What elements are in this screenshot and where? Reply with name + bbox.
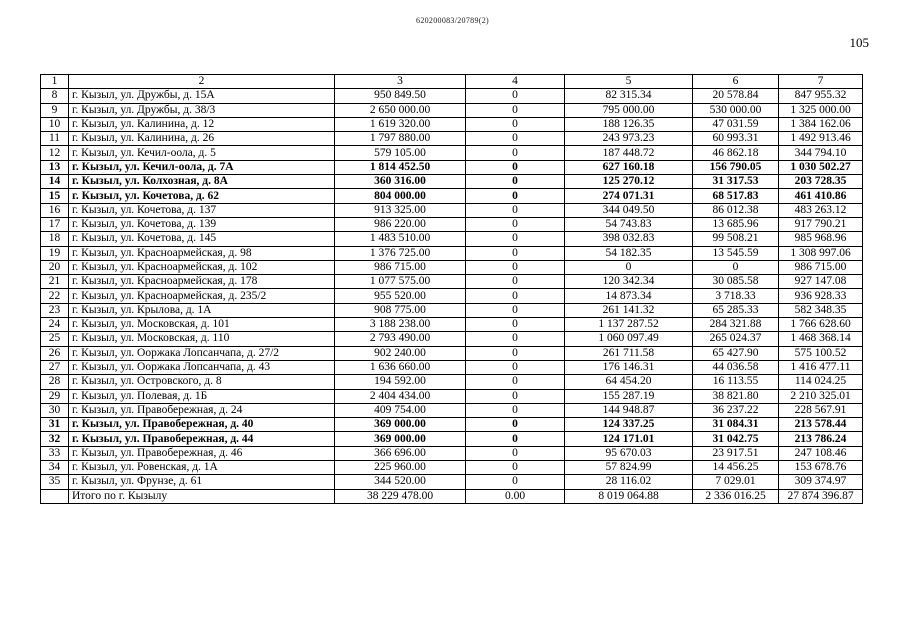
total-row xyxy=(41,489,863,503)
address-cell: г. Кызыл, ул. Московская, д. 101 xyxy=(69,318,335,332)
address-cell: г. Кызыл, ул. Крылова, д. 1А xyxy=(69,303,335,317)
address-cell: г. Кызыл, ул. Кечил-оола, д. 5 xyxy=(69,146,335,160)
address-cell: г. Кызыл, ул. Красноармейская, д. 235/2 xyxy=(69,289,335,303)
table-row xyxy=(41,189,863,203)
value-cell: 1 416 477.11 xyxy=(779,360,863,374)
row-number-cell: 22 xyxy=(41,289,69,303)
value-cell: 1 492 913.46 xyxy=(779,132,863,146)
value-cell: 530 000.00 xyxy=(693,103,779,117)
table-row xyxy=(41,217,863,231)
value-cell: 38 821.80 xyxy=(693,389,779,403)
value-cell: 1 468 368.14 xyxy=(779,332,863,346)
table-row xyxy=(41,446,863,460)
value-cell: 0 xyxy=(466,132,565,146)
total-value-cell: 38 229 478.00 xyxy=(335,489,466,503)
value-cell: 31 317.53 xyxy=(693,175,779,189)
value-cell: 309 374.97 xyxy=(779,475,863,489)
table-row xyxy=(41,289,863,303)
value-cell: 203 728.35 xyxy=(779,175,863,189)
value-cell: 369 000.00 xyxy=(335,432,466,446)
header-cell: 2 xyxy=(69,75,335,89)
table-row xyxy=(41,160,863,174)
address-cell: г. Кызыл, ул. Дружбы, д. 38/3 xyxy=(69,103,335,117)
value-cell: 0 xyxy=(466,360,565,374)
row-number-cell: 32 xyxy=(41,432,69,446)
value-cell: 0 xyxy=(466,189,565,203)
value-cell: 46 862.18 xyxy=(693,146,779,160)
table-row xyxy=(41,346,863,360)
row-number-cell: 21 xyxy=(41,275,69,289)
value-cell: 1 766 628.60 xyxy=(779,318,863,332)
table-row xyxy=(41,303,863,317)
value-cell: 144 948.87 xyxy=(565,403,693,417)
value-cell: 950 849.50 xyxy=(335,89,466,103)
row-number-cell: 13 xyxy=(41,160,69,174)
row-number-cell: 11 xyxy=(41,132,69,146)
value-cell: 86 012.38 xyxy=(693,203,779,217)
value-cell: 0 xyxy=(466,446,565,460)
address-cell: г. Кызыл, ул. Красноармейская, д. 102 xyxy=(69,260,335,274)
value-cell: 16 113.55 xyxy=(693,375,779,389)
value-cell: 575 100.52 xyxy=(779,346,863,360)
value-cell: 0 xyxy=(466,260,565,274)
table-row xyxy=(41,475,863,489)
value-cell: 176 146.31 xyxy=(565,360,693,374)
value-cell: 99 508.21 xyxy=(693,232,779,246)
row-number-cell: 33 xyxy=(41,446,69,460)
row-number-cell: 24 xyxy=(41,318,69,332)
address-cell: г. Кызыл, ул. Колхозная, д. 8А xyxy=(69,175,335,189)
address-cell: г. Кызыл, ул. Калинина, д. 26 xyxy=(69,132,335,146)
row-number-cell: 30 xyxy=(41,403,69,417)
value-cell: 54 182.35 xyxy=(565,246,693,260)
value-cell: 44 036.58 xyxy=(693,360,779,374)
value-cell: 986 715.00 xyxy=(779,260,863,274)
value-cell: 627 160.18 xyxy=(565,160,693,174)
value-cell: 0 xyxy=(466,232,565,246)
table-row xyxy=(41,432,863,446)
value-cell: 2 650 000.00 xyxy=(335,103,466,117)
value-cell: 1 030 502.27 xyxy=(779,160,863,174)
address-cell: г. Кызыл, ул. Кочетова, д. 139 xyxy=(69,217,335,231)
value-cell: 0 xyxy=(466,89,565,103)
table-row xyxy=(41,389,863,403)
value-cell: 225 960.00 xyxy=(335,461,466,475)
table-body xyxy=(41,75,863,504)
value-cell: 213 786.24 xyxy=(779,432,863,446)
address-cell: г. Кызыл, ул. Кочетова, д. 62 xyxy=(69,189,335,203)
value-cell: 0 xyxy=(466,318,565,332)
value-cell: 247 108.46 xyxy=(779,446,863,460)
row-number-cell: 25 xyxy=(41,332,69,346)
value-cell: 1 376 725.00 xyxy=(335,246,466,260)
value-cell: 1 060 097.49 xyxy=(565,332,693,346)
value-cell: 986 715.00 xyxy=(335,260,466,274)
value-cell: 228 567.91 xyxy=(779,403,863,417)
table-row xyxy=(41,360,863,374)
table-row xyxy=(41,275,863,289)
value-cell: 0 xyxy=(466,389,565,403)
row-number-cell: 27 xyxy=(41,360,69,374)
value-cell: 284 321.88 xyxy=(693,318,779,332)
value-cell: 155 287.19 xyxy=(565,389,693,403)
value-cell: 902 240.00 xyxy=(335,346,466,360)
value-cell: 194 592.00 xyxy=(335,375,466,389)
value-cell: 908 775.00 xyxy=(335,303,466,317)
address-cell: г. Кызыл, ул. Ооржака Лопсанчапа, д. 43 xyxy=(69,360,335,374)
row-number-cell: 35 xyxy=(41,475,69,489)
value-cell: 28 116.02 xyxy=(565,475,693,489)
address-cell: г. Кызыл, ул. Московская, д. 110 xyxy=(69,332,335,346)
value-cell: 243 973.23 xyxy=(565,132,693,146)
value-cell: 64 454.20 xyxy=(565,375,693,389)
table-row xyxy=(41,103,863,117)
row-number-cell: 12 xyxy=(41,146,69,160)
value-cell: 36 237.22 xyxy=(693,403,779,417)
address-cell: г. Кызыл, ул. Красноармейская, д. 178 xyxy=(69,275,335,289)
value-cell: 120 342.34 xyxy=(565,275,693,289)
address-cell: г. Кызыл, ул. Островского, д. 8 xyxy=(69,375,335,389)
table-row xyxy=(41,260,863,274)
value-cell: 360 316.00 xyxy=(335,175,466,189)
value-cell: 1 797 880.00 xyxy=(335,132,466,146)
value-cell: 1 483 510.00 xyxy=(335,232,466,246)
value-cell: 124 337.25 xyxy=(565,418,693,432)
document-id: 620200083/20789(2) xyxy=(416,16,489,25)
address-cell: г. Кызыл, ул. Ровенская, д. 1А xyxy=(69,461,335,475)
value-cell: 344 049.50 xyxy=(565,203,693,217)
row-number-cell: 10 xyxy=(41,117,69,131)
value-cell: 125 270.12 xyxy=(565,175,693,189)
value-cell: 0 xyxy=(693,260,779,274)
table-row xyxy=(41,375,863,389)
value-cell: 2 404 434.00 xyxy=(335,389,466,403)
row-number-cell: 16 xyxy=(41,203,69,217)
table-row xyxy=(41,175,863,189)
value-cell: 0 xyxy=(466,275,565,289)
total-label: Итого по г. Кызылу xyxy=(69,489,335,503)
value-cell: 13 685.96 xyxy=(693,217,779,231)
value-cell: 483 263.12 xyxy=(779,203,863,217)
value-cell: 3 718.33 xyxy=(693,289,779,303)
value-cell: 31 084.31 xyxy=(693,418,779,432)
table-row xyxy=(41,203,863,217)
value-cell: 1 077 575.00 xyxy=(335,275,466,289)
value-cell: 30 085.58 xyxy=(693,275,779,289)
address-cell: г. Кызыл, ул. Правобережная, д. 24 xyxy=(69,403,335,417)
value-cell: 1 619 320.00 xyxy=(335,117,466,131)
table-row xyxy=(41,403,863,417)
value-cell: 0 xyxy=(466,175,565,189)
table-row xyxy=(41,418,863,432)
value-cell: 366 696.00 xyxy=(335,446,466,460)
value-cell: 274 071.31 xyxy=(565,189,693,203)
value-cell: 95 670.03 xyxy=(565,446,693,460)
value-cell: 31 042.75 xyxy=(693,432,779,446)
value-cell: 7 029.01 xyxy=(693,475,779,489)
value-cell: 1 137 287.52 xyxy=(565,318,693,332)
value-cell: 0 xyxy=(466,432,565,446)
total-value-cell: 2 336 016.25 xyxy=(693,489,779,503)
header-cell: 7 xyxy=(779,75,863,89)
row-number-cell: 31 xyxy=(41,418,69,432)
value-cell: 1 308 997.06 xyxy=(779,246,863,260)
row-number-cell: 17 xyxy=(41,217,69,231)
value-cell: 153 678.76 xyxy=(779,461,863,475)
value-cell: 0 xyxy=(565,260,693,274)
value-cell: 156 790.05 xyxy=(693,160,779,174)
value-cell: 3 188 238.00 xyxy=(335,318,466,332)
data-table xyxy=(40,74,863,504)
address-cell: г. Кызыл, ул. Дружбы, д. 15А xyxy=(69,89,335,103)
value-cell: 0 xyxy=(466,475,565,489)
value-cell: 0 xyxy=(466,146,565,160)
table-row xyxy=(41,332,863,346)
value-cell: 265 024.37 xyxy=(693,332,779,346)
value-cell: 114 024.25 xyxy=(779,375,863,389)
value-cell: 917 790.21 xyxy=(779,217,863,231)
value-cell: 188 126.35 xyxy=(565,117,693,131)
address-cell: г. Кызыл, ул. Кочетова, д. 145 xyxy=(69,232,335,246)
value-cell: 795 000.00 xyxy=(565,103,693,117)
value-cell: 409 754.00 xyxy=(335,403,466,417)
value-cell: 65 427.90 xyxy=(693,346,779,360)
row-number-cell: 9 xyxy=(41,103,69,117)
row-number-cell: 28 xyxy=(41,375,69,389)
value-cell: 57 824.99 xyxy=(565,461,693,475)
value-cell: 261 141.32 xyxy=(565,303,693,317)
value-cell: 0 xyxy=(466,303,565,317)
value-cell: 461 410.86 xyxy=(779,189,863,203)
value-cell: 1 636 660.00 xyxy=(335,360,466,374)
address-cell: г. Кызыл, ул. Полевая, д. 1Б xyxy=(69,389,335,403)
value-cell: 927 147.08 xyxy=(779,275,863,289)
header-cell: 3 xyxy=(335,75,466,89)
value-cell: 913 325.00 xyxy=(335,203,466,217)
value-cell: 0 xyxy=(466,289,565,303)
value-cell: 261 711.58 xyxy=(565,346,693,360)
table-row xyxy=(41,461,863,475)
value-cell: 0 xyxy=(466,203,565,217)
header-cell: 1 xyxy=(41,75,69,89)
value-cell: 1 384 162.06 xyxy=(779,117,863,131)
total-value-cell: 27 874 396.87 xyxy=(779,489,863,503)
value-cell: 23 917.51 xyxy=(693,446,779,460)
value-cell: 344 794.10 xyxy=(779,146,863,160)
value-cell: 68 517.83 xyxy=(693,189,779,203)
address-cell: г. Кызыл, ул. Правобережная, д. 40 xyxy=(69,418,335,432)
value-cell: 187 448.72 xyxy=(565,146,693,160)
value-cell: 579 105.00 xyxy=(335,146,466,160)
row-number-cell: 14 xyxy=(41,175,69,189)
value-cell: 847 955.32 xyxy=(779,89,863,103)
address-cell: г. Кызыл, ул. Ооржака Лопсанчапа, д. 27/2 xyxy=(69,346,335,360)
row-number-cell: 34 xyxy=(41,461,69,475)
value-cell: 1 814 452.50 xyxy=(335,160,466,174)
address-cell: г. Кызыл, ул. Красноармейская, д. 98 xyxy=(69,246,335,260)
address-cell: г. Кызыл, ул. Калинина, д. 12 xyxy=(69,117,335,131)
address-cell: г. Кызыл, ул. Кечил-оола, д. 7А xyxy=(69,160,335,174)
value-cell: 369 000.00 xyxy=(335,418,466,432)
value-cell: 0 xyxy=(466,346,565,360)
row-number-cell: 29 xyxy=(41,389,69,403)
value-cell: 0 xyxy=(466,418,565,432)
value-cell: 804 000.00 xyxy=(335,189,466,203)
value-cell: 0 xyxy=(466,403,565,417)
page-number: 105 xyxy=(849,35,869,50)
value-cell: 0 xyxy=(466,217,565,231)
value-cell: 344 520.00 xyxy=(335,475,466,489)
value-cell: 398 032.83 xyxy=(565,232,693,246)
total-empty-cell xyxy=(41,489,69,503)
value-cell: 955 520.00 xyxy=(335,289,466,303)
table-row xyxy=(41,117,863,131)
value-cell: 54 743.83 xyxy=(565,217,693,231)
value-cell: 20 578.84 xyxy=(693,89,779,103)
value-cell: 0 xyxy=(466,246,565,260)
address-cell: г. Кызыл, ул. Фрунзе, д. 61 xyxy=(69,475,335,489)
row-number-cell: 15 xyxy=(41,189,69,203)
row-number-cell: 20 xyxy=(41,260,69,274)
table-row xyxy=(41,146,863,160)
value-cell: 1 325 000.00 xyxy=(779,103,863,117)
row-number-cell: 23 xyxy=(41,303,69,317)
value-cell: 0 xyxy=(466,332,565,346)
value-cell: 2 793 490.00 xyxy=(335,332,466,346)
value-cell: 0 xyxy=(466,117,565,131)
table-row xyxy=(41,318,863,332)
value-cell: 0 xyxy=(466,103,565,117)
row-number-cell: 19 xyxy=(41,246,69,260)
row-number-cell: 18 xyxy=(41,232,69,246)
value-cell: 82 315.34 xyxy=(565,89,693,103)
value-cell: 936 928.33 xyxy=(779,289,863,303)
value-cell: 124 171.01 xyxy=(565,432,693,446)
row-number-cell: 26 xyxy=(41,346,69,360)
value-cell: 985 968.96 xyxy=(779,232,863,246)
table-row xyxy=(41,132,863,146)
value-cell: 14 873.34 xyxy=(565,289,693,303)
value-cell: 65 285.33 xyxy=(693,303,779,317)
header-row xyxy=(41,75,863,89)
address-cell: г. Кызыл, ул. Правобережная, д. 46 xyxy=(69,446,335,460)
value-cell: 60 993.31 xyxy=(693,132,779,146)
header-cell: 6 xyxy=(693,75,779,89)
table-row xyxy=(41,232,863,246)
table-row xyxy=(41,246,863,260)
row-number-cell: 8 xyxy=(41,89,69,103)
value-cell: 2 210 325.01 xyxy=(779,389,863,403)
value-cell: 47 031.59 xyxy=(693,117,779,131)
address-cell: г. Кызыл, ул. Правобережная, д. 44 xyxy=(69,432,335,446)
header-cell: 5 xyxy=(565,75,693,89)
table-row xyxy=(41,89,863,103)
value-cell: 0 xyxy=(466,375,565,389)
total-value-cell: 0.00 xyxy=(466,489,565,503)
total-value-cell: 8 019 064.88 xyxy=(565,489,693,503)
address-cell: г. Кызыл, ул. Кочетова, д. 137 xyxy=(69,203,335,217)
value-cell: 0 xyxy=(466,160,565,174)
value-cell: 13 545.59 xyxy=(693,246,779,260)
value-cell: 213 578.44 xyxy=(779,418,863,432)
value-cell: 582 348.35 xyxy=(779,303,863,317)
header-cell: 4 xyxy=(466,75,565,89)
value-cell: 986 220.00 xyxy=(335,217,466,231)
value-cell: 14 456.25 xyxy=(693,461,779,475)
value-cell: 0 xyxy=(466,461,565,475)
